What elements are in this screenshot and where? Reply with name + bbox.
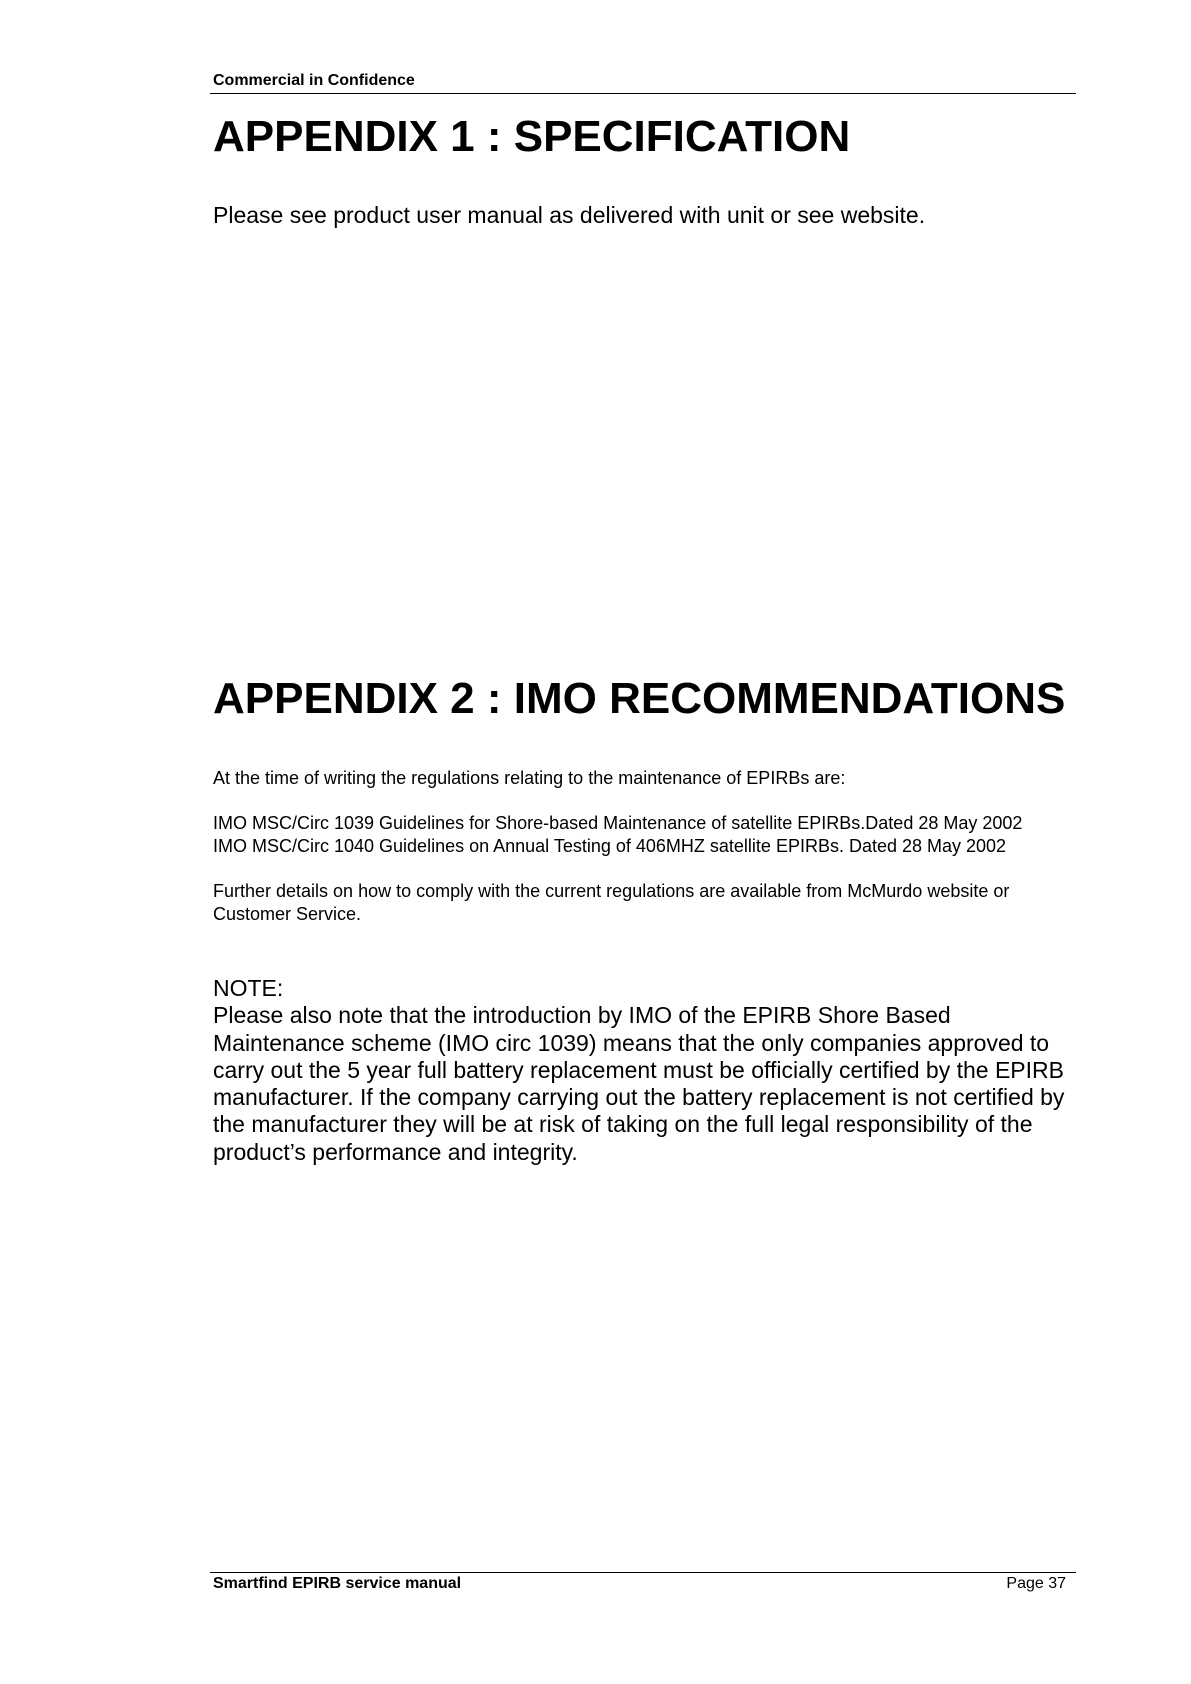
footer-divider: [210, 1572, 1076, 1573]
note-block: [213, 975, 1073, 1166]
header-divider: [210, 93, 1076, 94]
note-line-4: manufacturer. If the company carrying out the battery replacement is not certified by: [213, 1084, 1065, 1111]
note-line-1: Please also note that the introduction by IMO of the EPIRB Shore Based: [213, 1002, 951, 1029]
footer-page-number: Page 37: [1006, 1575, 1066, 1592]
note-line-2: Maintenance scheme (IMO circ 1039) means that the only companies approved to: [213, 1029, 1050, 1056]
note-line-5: the manufacturer they will be at risk of taking on the full legal responsibility of the: [213, 1111, 1033, 1138]
note-label: NOTE:: [213, 975, 284, 1001]
further-details-line-2: Customer Service.: [213, 904, 362, 924]
regulations-intro: At the time of writing the regulations relating to the maintenance of EPIRBs are:: [213, 768, 846, 788]
appendix-1-heading: APPENDIX 1 : SPECIFICATION: [213, 112, 851, 161]
footer-manual-title: Smartfind EPIRB service manual: [213, 1575, 462, 1592]
circular-1039: IMO MSC/Circ 1039 Guidelines for Shore-based Maintenance of satellite EPIRBs.Dated 28 May 2002: [213, 813, 1023, 833]
note-line-3: carry out the 5 year full battery replacement must be officially certified by the EPIRB: [213, 1056, 1064, 1083]
appendix-2-heading: APPENDIX 2 : IMO RECOMMENDATIONS: [213, 674, 1066, 723]
further-details-paragraph: [213, 880, 1009, 926]
imo-circulars-list: [213, 812, 1022, 858]
circular-1040: IMO MSC/Circ 1040 Guidelines on Annual Testing of 406MHZ satellite EPIRBs. Dated 28 May 2002: [213, 836, 1007, 856]
note-line-6: product’s performance and integrity.: [213, 1138, 578, 1165]
further-details-line-1: Further details on how to comply with the current regulations are available from McMurdo website or: [213, 881, 1010, 901]
confidentiality-header: Commercial in Confidence: [213, 72, 415, 89]
specification-paragraph: Please see product user manual as delivered with unit or see website.: [213, 202, 926, 228]
